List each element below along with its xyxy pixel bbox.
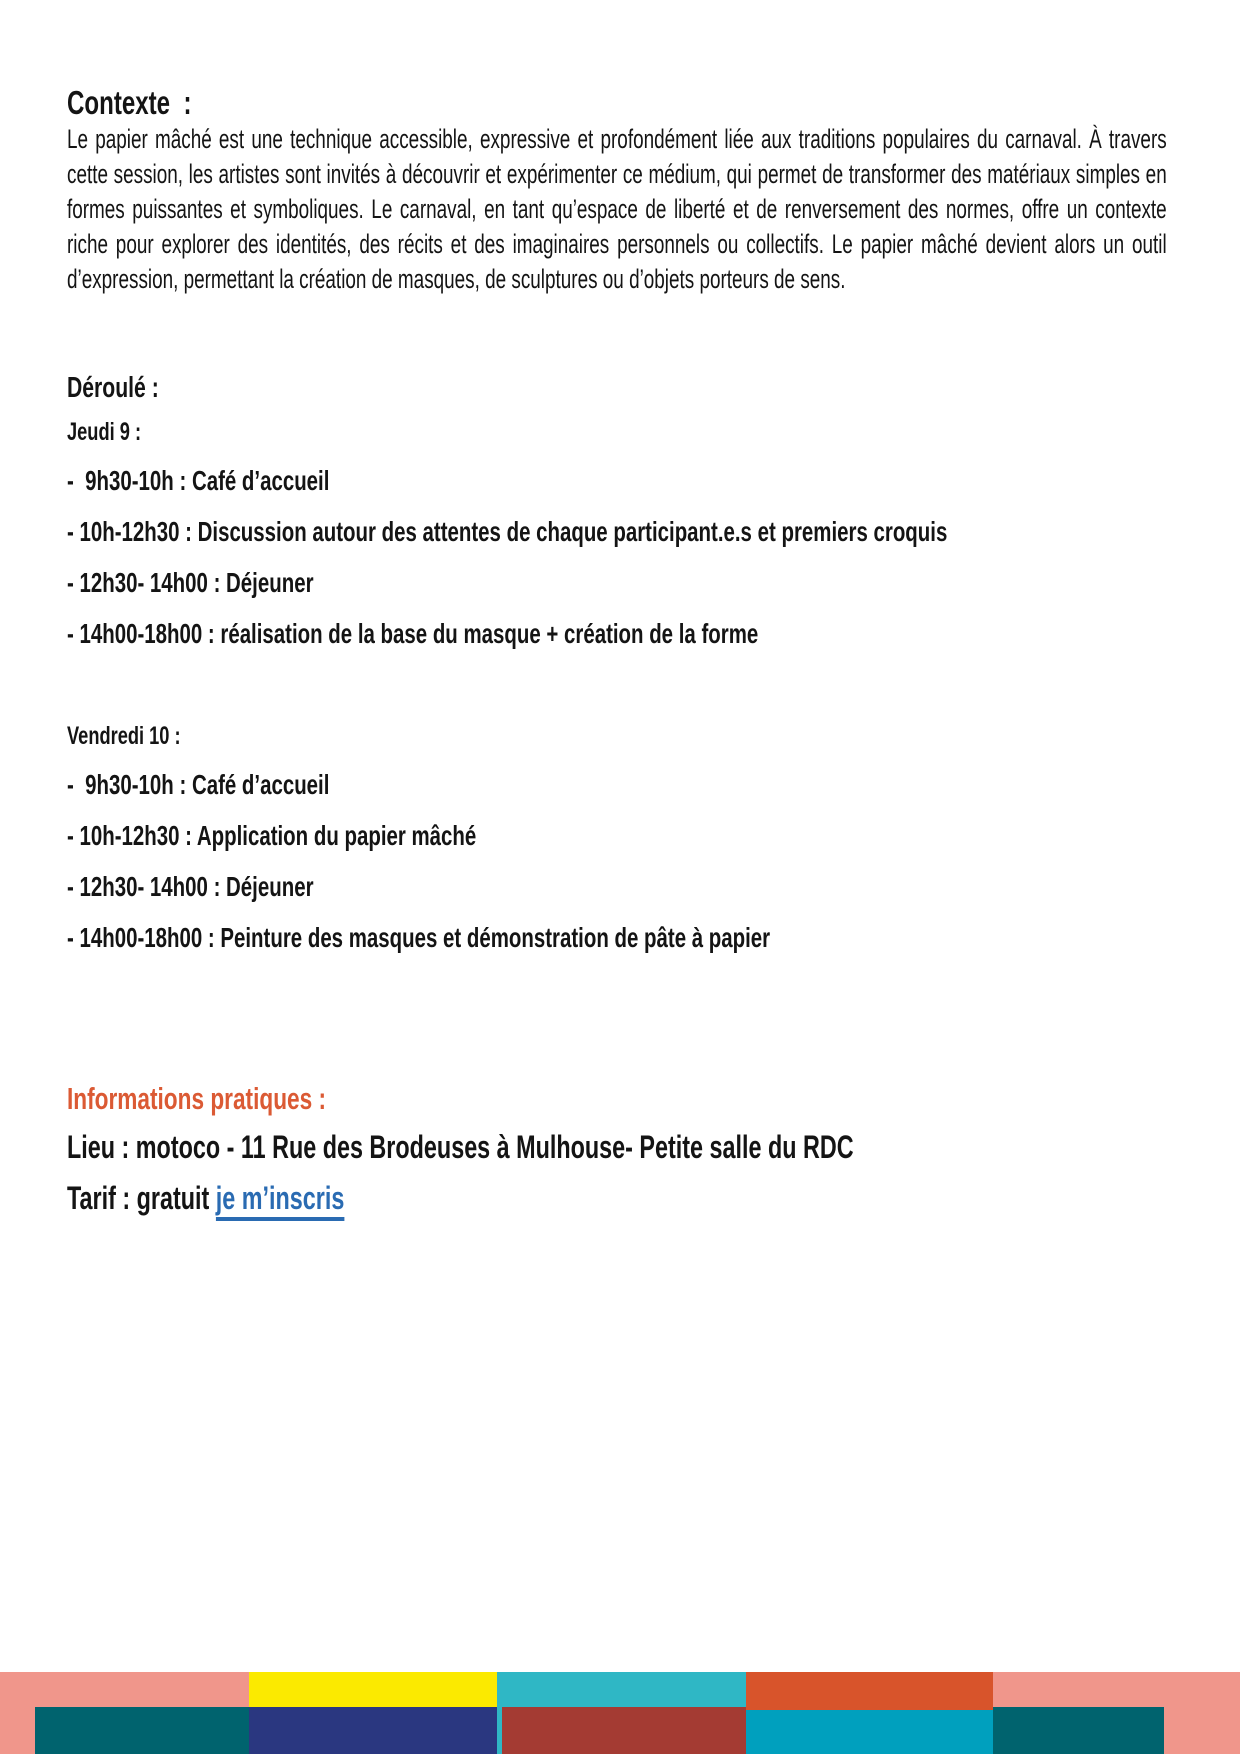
schedule-list-vendredi xyxy=(67,768,1240,972)
footer-block-bottom-dark-teal-left xyxy=(35,1707,249,1754)
tarif-line xyxy=(67,1180,1240,1217)
tarif-label: Tarif : gratuit xyxy=(67,1180,216,1216)
schedule-list-jeudi xyxy=(67,464,1240,668)
lieu-line: Lieu : motoco - 11 Rue des Brodeuses à Mulhouse- Petite salle du RDC xyxy=(67,1129,854,1165)
schedule-item: - 9h30-10h : Café d’accueil xyxy=(67,465,330,496)
footer-color-bar xyxy=(0,1672,1240,1754)
footer-block-bottom-cyan xyxy=(746,1707,993,1754)
context-paragraph: Le papier mâché est une technique accessible, expressive et profondément liée aux traditions populaires du carnaval. À travers cette session, les artistes sont invités à découvrir et expérimenter ce médium, qui permet de transformer des matériaux simples en formes puissantes et symboliques. Le carnaval, en tant qu’espace de liberté et de renversement des normes, offre un contexte riche pour explorer des identités, des récits et des imaginaires personnels ou collectifs. Le papier mâché devient alors un outil d’expression, permettant la création de masques, de sculptures ou d’objets porteurs de sens. xyxy=(67,124,1167,294)
context-heading: Contexte : xyxy=(67,84,192,121)
schedule-item: - 9h30-10h : Café d’accueil xyxy=(67,769,330,800)
day-label-vendredi: Vendredi 10 : xyxy=(67,722,181,750)
footer-block-bottom-navy xyxy=(249,1707,497,1754)
schedule-item: - 14h00-18h00 : Peinture des masques et démonstration de pâte à papier xyxy=(67,922,771,953)
footer-block-top-yellow xyxy=(249,1672,497,1707)
footer-block-top-orange xyxy=(746,1672,993,1710)
inscription-link[interactable]: je m’inscris xyxy=(216,1180,345,1221)
schedule-item: - 14h00-18h00 : réalisation de la base du masque + création de la forme xyxy=(67,618,759,649)
schedule-item: - 10h-12h30 : Application du papier mâché xyxy=(67,820,477,851)
footer-block-top-salmon-left xyxy=(0,1672,249,1707)
schedule-heading: Déroulé : xyxy=(67,372,159,404)
day-label-jeudi: Jeudi 9 : xyxy=(67,418,142,446)
schedule-item: - 12h30- 14h00 : Déjeuner xyxy=(67,871,314,902)
footer-block-top-salmon-right xyxy=(993,1672,1240,1707)
footer-block-bottom-dark-teal-right xyxy=(993,1707,1164,1754)
schedule-item: - 10h-12h30 : Discussion autour des attentes de chaque participant.e.s et premiers croquis xyxy=(67,516,948,547)
footer-block-top-teal xyxy=(497,1672,746,1707)
footer-block-bottom-brick xyxy=(502,1707,746,1754)
infos-heading: Informations pratiques : xyxy=(67,1081,327,1116)
schedule-item: - 12h30- 14h00 : Déjeuner xyxy=(67,567,314,598)
